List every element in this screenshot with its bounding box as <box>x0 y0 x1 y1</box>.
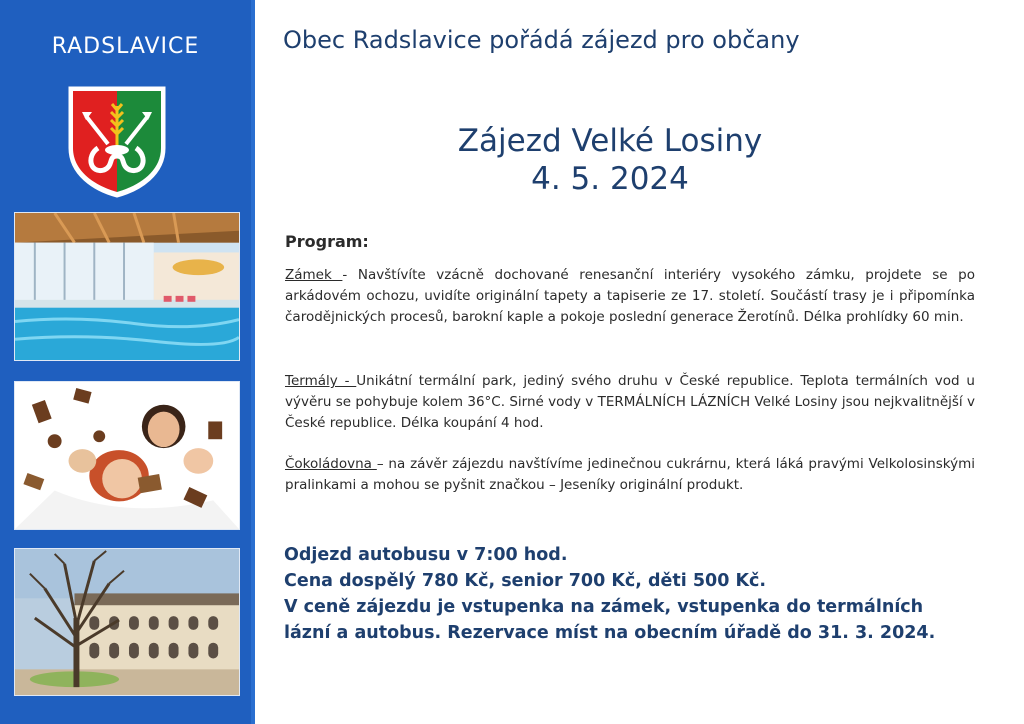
event-title-date: 4. 5. 2024 <box>531 161 689 197</box>
trip-info <box>284 542 1004 646</box>
event-title-name: Zájezd Velké Losiny <box>457 123 763 159</box>
departure-line: Odjezd autobusu v 7:00 hod. <box>284 545 568 565</box>
program-item-text: - Navštívíte vzácně dochované renesanční interiéry vysokého zámku, projdete se po arkádovém ochozu, uvidíte originální tapety a tapiserie ze 17. století. Součástí trasy je i připomínka čarodějnických procesů, barokní kaple a pokoje poslední generace Žerotínů. Délka prohlídky 60 min. <box>285 267 975 325</box>
program-item-term: Termály - <box>285 373 357 389</box>
program-item-text: – na závěr zájezdu navštívíme jedinečnou cukrárnu, která láká pravými Velkolosinskými pralinkami a mohou se pyšnit značkou – Jeseníky originální produkt. <box>285 456 976 493</box>
price-line: Cena dospělý 780 Kč, senior 700 Kč, děti 500 Kč. <box>284 571 767 591</box>
program-item-term: Čokoládovna <box>285 456 377 472</box>
program-item-thermal <box>285 371 975 434</box>
event-title <box>360 122 860 198</box>
thermal-pool-photo <box>14 212 240 361</box>
reservation-line: lázní a autobus. Rezervace míst na obecním úřadě do 31. 3. 2024. <box>284 623 936 643</box>
chocolate-kids-photo <box>14 381 240 530</box>
program-item-term: Zámek <box>285 267 343 283</box>
town-name: RADSLAVICE <box>51 34 200 59</box>
sidebar <box>0 0 251 724</box>
program-item-chocolate <box>285 454 975 496</box>
program-heading: Program: <box>285 232 369 251</box>
program-item-castle <box>285 265 975 328</box>
coat-of-arms-icon <box>68 86 166 198</box>
includes-line: V ceně zájezdu je vstupenka na zámek, vstupenka do termálních <box>284 597 924 617</box>
castle-courtyard-photo <box>14 548 240 696</box>
sidebar-stripe <box>251 0 255 724</box>
program-item-text: Unikátní termální park, jediný svého druhu v České republice. Teplota termálních vod u vývěru se pohybuje kolem 36°C. Sirné vody v TERMÁLNÍCH LÁZNÍCH Velké Losiny jsou nejkvalitnější v České republice. Délka koupání 4 hod. <box>285 373 975 431</box>
headline: Obec Radslavice pořádá zájezd pro občany <box>283 26 800 54</box>
